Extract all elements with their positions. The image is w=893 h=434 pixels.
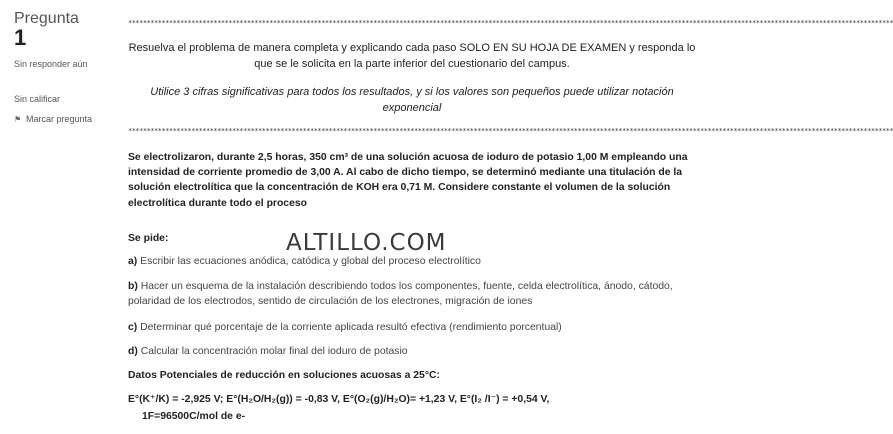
item-text: Determinar qué porcentaje de la corriente aplicada resultó efectiva (rendimiento porcentual) <box>140 322 562 333</box>
separator-bottom: ************************************************************************************************************************************************************************************************************** <box>128 127 893 135</box>
item-a <box>128 254 696 269</box>
item-letter: c) <box>128 322 138 333</box>
item-text: Escribir las ecuaciones anódica, catódica y global del proceso electrolítico <box>140 256 481 267</box>
item-c <box>128 320 696 335</box>
item-letter: a) <box>128 256 138 267</box>
instructions-figures: Utilice 3 cifras significativas para todos los resultados, y si los valores son pequeños puede utilizar notación exponencial <box>150 86 674 114</box>
item-letter: b) <box>128 281 138 292</box>
faraday-line: 1F=96500C/mol de e- <box>142 411 246 422</box>
flag-question-link[interactable] <box>14 113 104 126</box>
item-text: Hacer un esquema de la instalación describiendo todos los componentes, fuente, celda electrolítica, ánodo, cátodo, polaridad de los electrodos, sentido de circulación de los electrones, migración de iones <box>128 281 673 308</box>
question-grade: Sin calificar <box>14 94 61 104</box>
item-text: Calcular la concentración molar final del ioduro de potasio <box>140 346 408 357</box>
watermark-text: ALTILLO.COM <box>286 230 447 256</box>
instructions-main: Resuelva el problema de manera completa y explicando cada paso SOLO EN SU HOJA DE EXAMEN y responda lo que se le solicita en la parte inferior del cuestionario del campus. <box>128 42 696 70</box>
item-d <box>128 344 696 359</box>
question-content <box>128 0 893 434</box>
asks-label: Se pide: <box>128 233 169 244</box>
potentials-line: E°(K⁺/K) = -2,925 V; E°(H₂O/H₂(g)) = -0,83 V, E°(O₂(g)/H₂O)= +1,23 V, E°(I₂ /I⁻) = +0,54 V, <box>128 394 550 405</box>
data-title: Datos Potenciales de reducción en soluciones acuosas a 25°C: <box>128 370 440 381</box>
flag-question-label: Marcar pregunta <box>26 114 93 124</box>
flag-icon: ⚑ <box>14 115 22 124</box>
item-letter: d) <box>128 346 138 357</box>
item-b <box>128 279 696 309</box>
separator-top: ************************************************************************************************************************************************************************************************************** <box>128 19 893 27</box>
problem-statement: Se electrolizaron, durante 2,5 horas, 350 cm³ de una solución acuosa de ioduro de potasio 1,00 M empleando una intensidad de corriente promedio de 3,00 A. Al cabo de dicho tiempo, se determinó mediante una titulación de la solución electrolítica que la concentración de KOH era 0,71 M. Considere constante el volumen de la solución electrolítica durante todo el proceso <box>128 152 688 209</box>
question-label: Pregunta <box>14 10 79 27</box>
question-info-panel <box>0 0 112 434</box>
question-status: Sin responder aún <box>14 59 88 69</box>
question-number: 1 <box>14 25 27 50</box>
